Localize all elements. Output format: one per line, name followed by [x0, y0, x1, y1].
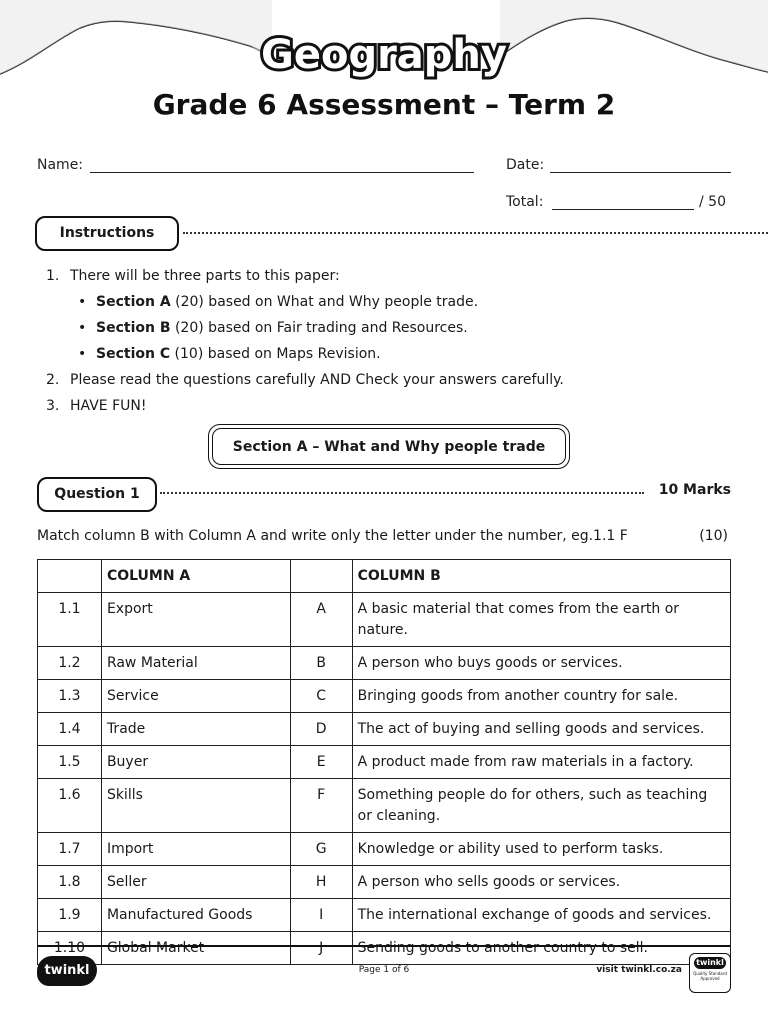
table-row: [38, 680, 731, 713]
table-row: [38, 779, 731, 833]
row-number: 1.9: [38, 899, 102, 932]
column-b-letter: D: [290, 713, 352, 746]
question-1-instruction: Match column B with Column A and write only the letter under the number, eg.1.1 F: [37, 528, 628, 544]
column-b-letter: B: [290, 647, 352, 680]
page-number: Page 1 of 6: [358, 965, 410, 975]
column-a-term: Trade: [101, 713, 290, 746]
instruction-sub-item: • Section A (20) based on What and Why people trade.: [46, 289, 564, 315]
instructions-label: Instructions: [35, 216, 179, 251]
instruction-item-2: 2. Please read the questions carefully AND Check your answers carefully.: [46, 372, 564, 388]
instruction-sub-item: • Section B (20) based on Fair trading and Resources.: [46, 315, 564, 341]
bullet-icon: •: [78, 294, 87, 310]
matching-table: [37, 559, 731, 965]
column-b-definition: A product made from raw materials in a factory.: [352, 746, 730, 779]
total-line: [552, 209, 694, 210]
bullet-icon: •: [78, 346, 87, 362]
row-number: 1.7: [38, 833, 102, 866]
total-label: Total:: [506, 194, 544, 210]
header-letter: [290, 560, 352, 593]
instructions-dotted-rule: [183, 232, 768, 234]
column-b-definition: Knowledge or ability used to perform tasks.: [352, 833, 730, 866]
table-row: [38, 932, 731, 965]
row-number: 1.4: [38, 713, 102, 746]
table-row: [38, 593, 731, 647]
column-b-letter: C: [290, 680, 352, 713]
table-row: [38, 713, 731, 746]
column-b-definition: A person who sells goods or services.: [352, 866, 730, 899]
name-label: Name:: [37, 157, 84, 173]
question-1-dotted-rule: [160, 492, 644, 494]
column-a-term: Export: [101, 593, 290, 647]
table-row: [38, 647, 731, 680]
total-suffix: / 50: [699, 194, 726, 210]
table-row: [38, 833, 731, 866]
visit-link[interactable]: visit twinkl.co.za: [596, 965, 682, 975]
column-b-letter: H: [290, 866, 352, 899]
column-b-letter: G: [290, 833, 352, 866]
column-a-term: Raw Material: [101, 647, 290, 680]
badge-title: twinkl: [694, 957, 726, 969]
badge-text: Quality Standard Approved: [693, 971, 727, 981]
section-a-heading: [208, 424, 570, 469]
row-number: 1.3: [38, 680, 102, 713]
row-number: 1.2: [38, 647, 102, 680]
footer-divider: [37, 945, 731, 947]
table-header-row: [38, 560, 731, 593]
header-column-b: COLUMN B: [352, 560, 730, 593]
column-b-definition: Bringing goods from another country for sale.: [352, 680, 730, 713]
row-number: 1.10: [38, 932, 102, 965]
column-b-letter: A: [290, 593, 352, 647]
quality-badge: [689, 953, 731, 993]
column-b-letter: J: [290, 932, 352, 965]
header-num: [38, 560, 102, 593]
page-subtitle: Grade 6 Assessment – Term 2: [152, 88, 616, 121]
row-number: 1.1: [38, 593, 102, 647]
column-b-letter: I: [290, 899, 352, 932]
instruction-item-1: 1. There will be three parts to this paper:: [46, 268, 340, 284]
column-b-definition: Something people do for others, such as teaching or cleaning.: [352, 779, 730, 833]
column-b-definition: Sending goods to another country to sell.: [352, 932, 730, 965]
column-a-term: Buyer: [101, 746, 290, 779]
column-b-definition: A basic material that comes from the earth or nature.: [352, 593, 730, 647]
column-b-definition: The act of buying and selling goods and services.: [352, 713, 730, 746]
date-label: Date:: [506, 157, 545, 173]
column-a-term: Global Market: [101, 932, 290, 965]
bullet-icon: •: [78, 320, 87, 336]
column-b-letter: F: [290, 779, 352, 833]
section-a-title: Section A – What and Why people trade: [212, 428, 566, 465]
column-a-term: Import: [101, 833, 290, 866]
header-column-a: COLUMN A: [101, 560, 290, 593]
instruction-item-3: 3. HAVE FUN!: [46, 398, 147, 414]
column-b-definition: A person who buys goods or services.: [352, 647, 730, 680]
instruction-sub-item: • Section C (10) based on Maps Revision.: [46, 341, 564, 367]
row-number: 1.6: [38, 779, 102, 833]
question-1-label: Question 1: [37, 477, 157, 512]
twinkl-logo: twinkl: [37, 956, 97, 986]
date-line: [550, 172, 731, 173]
column-a-term: Manufactured Goods: [101, 899, 290, 932]
table-row: [38, 866, 731, 899]
name-line: [90, 172, 474, 173]
column-b-definition: The international exchange of goods and services.: [352, 899, 730, 932]
column-b-letter: E: [290, 746, 352, 779]
column-a-term: Skills: [101, 779, 290, 833]
question-1-instruction-marks: (10): [699, 528, 728, 544]
row-number: 1.8: [38, 866, 102, 899]
instructions-list: [46, 263, 564, 419]
table-row: [38, 899, 731, 932]
column-a-term: Service: [101, 680, 290, 713]
page-title: Geography: [261, 32, 507, 78]
table-row: [38, 746, 731, 779]
question-1-marks: 10 Marks: [658, 482, 731, 498]
column-a-term: Seller: [101, 866, 290, 899]
row-number: 1.5: [38, 746, 102, 779]
